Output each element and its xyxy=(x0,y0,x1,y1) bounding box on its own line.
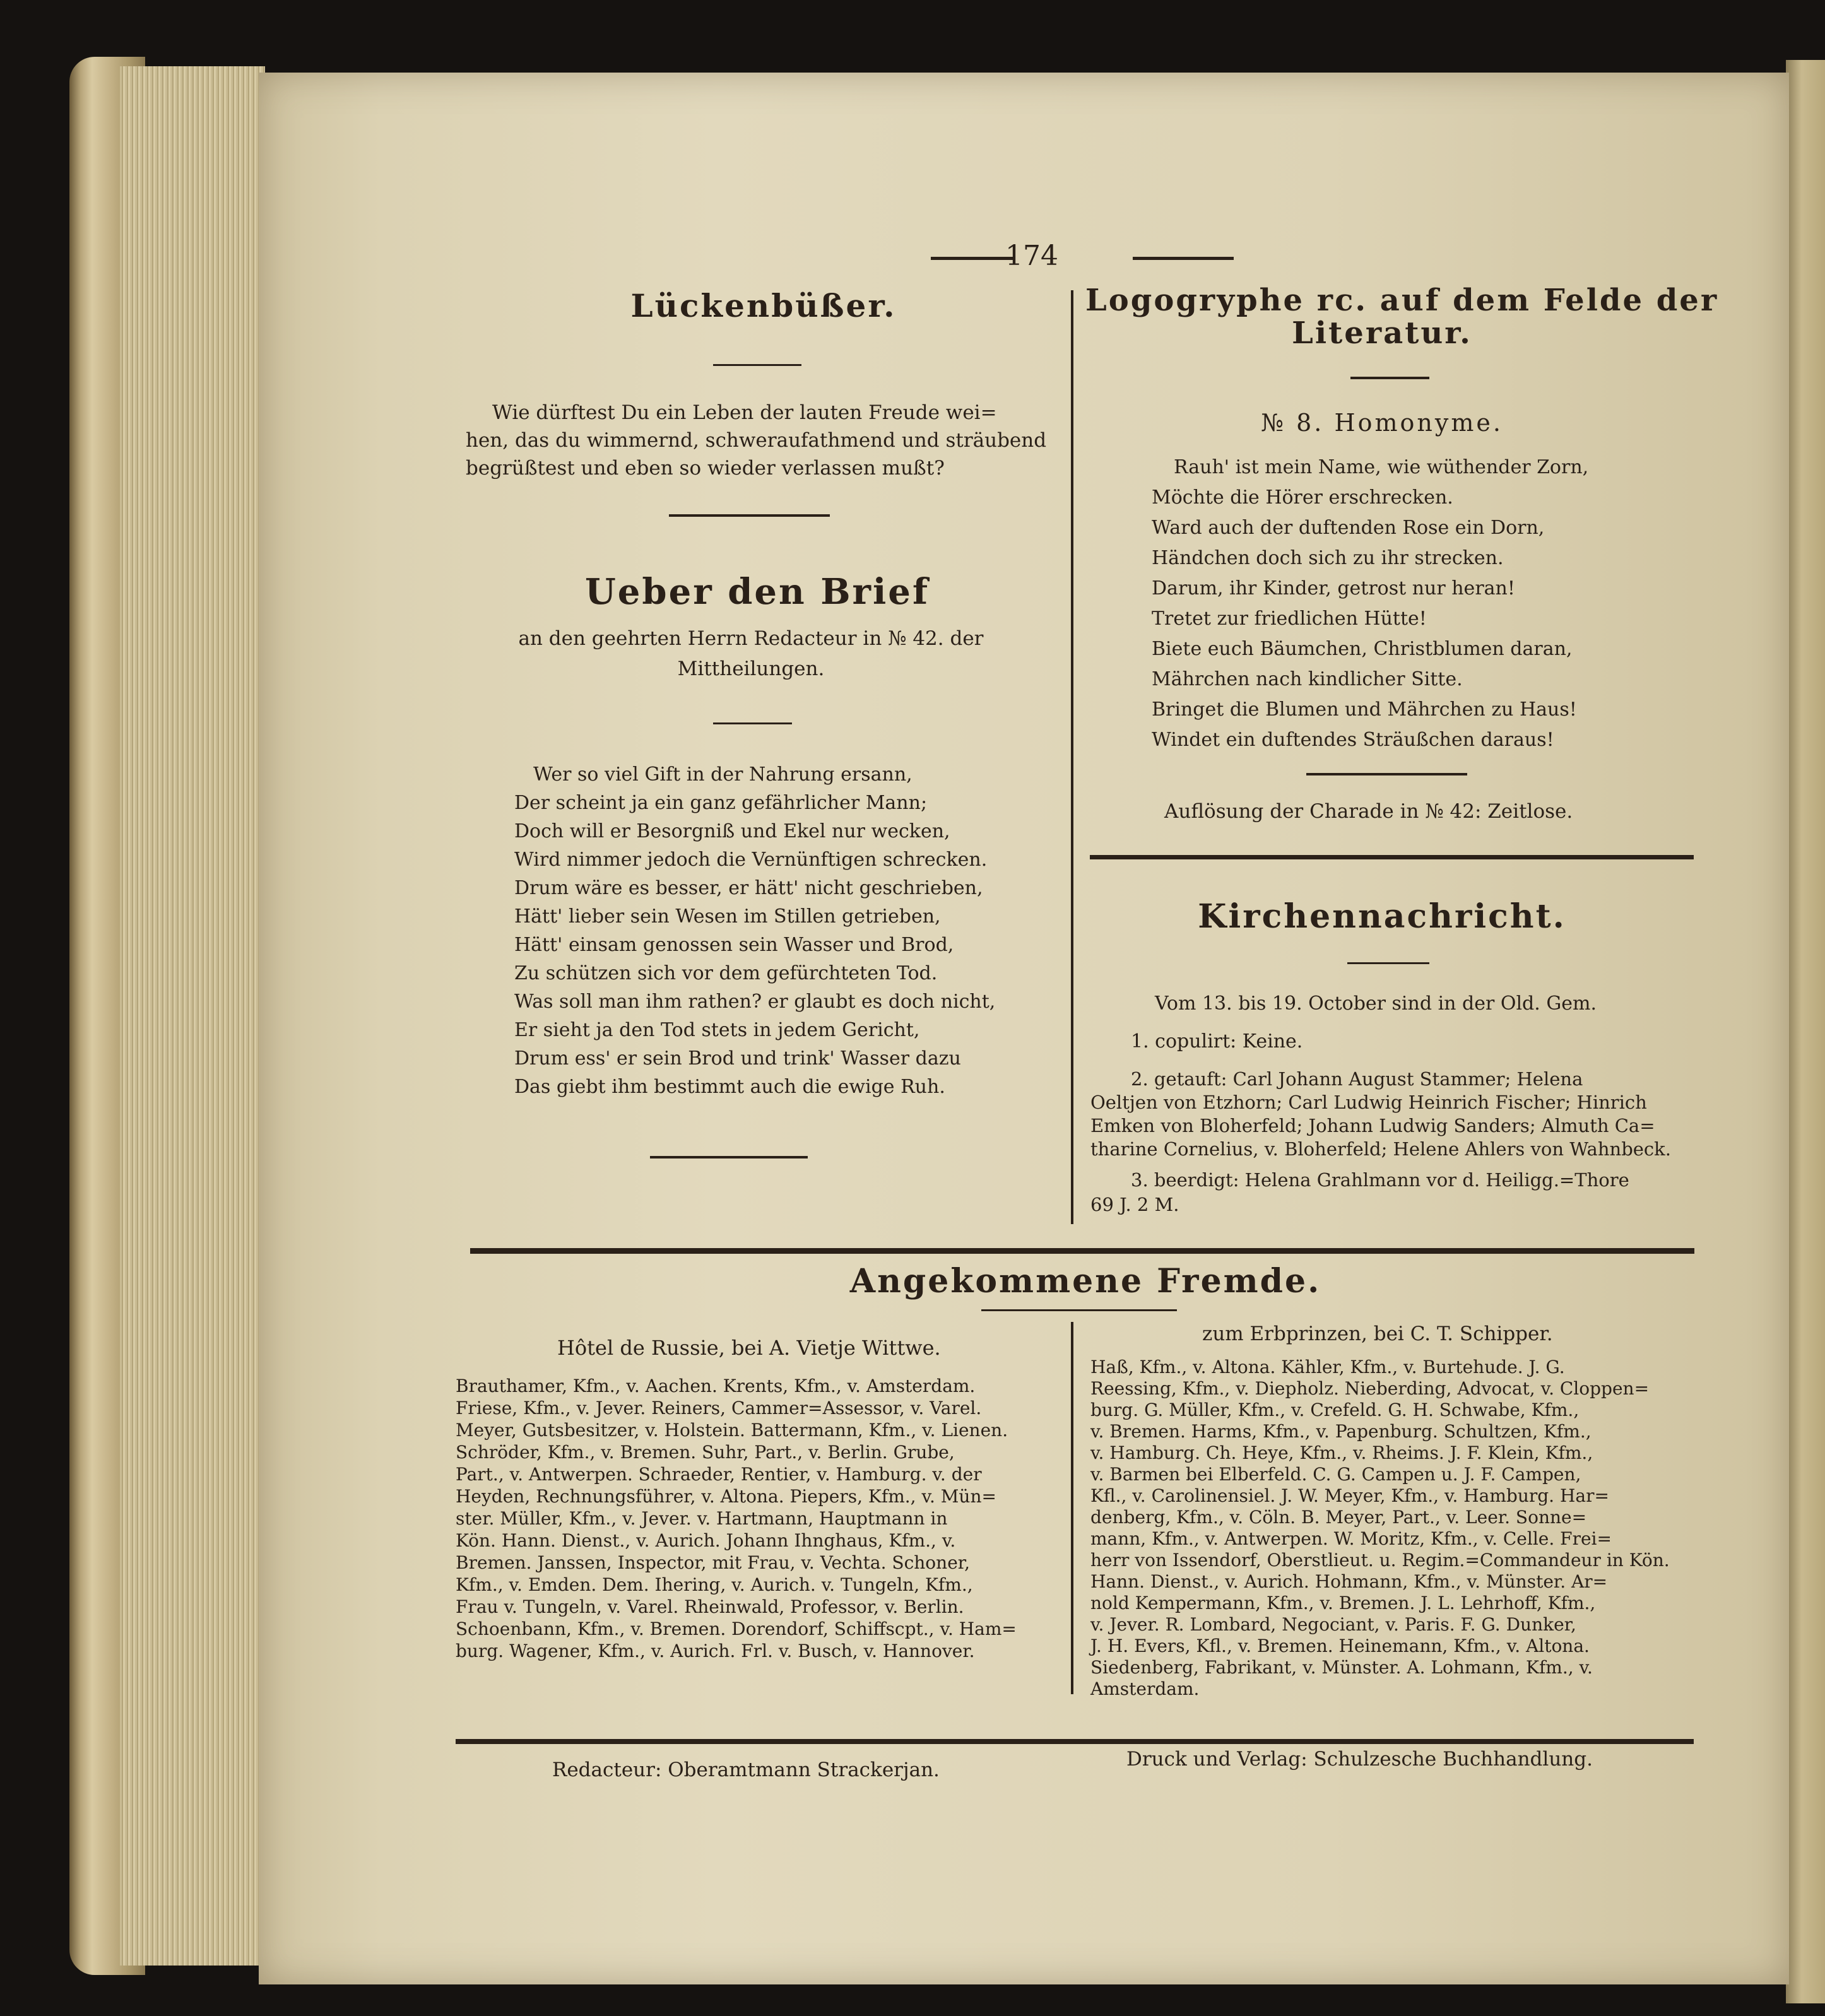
poem-line: Mährchen nach kindlicher Sitte. xyxy=(1152,668,1463,690)
fremde-top-rule xyxy=(470,1248,1694,1254)
paragraph-line: hen, das du wimmernd, schweraufathmend und sträubend xyxy=(466,429,1047,452)
footer-publisher: Druck und Verlag: Schulzesche Buchhandlung. xyxy=(1126,1748,1593,1771)
guest-line: Kön. Hann. Dienst., v. Aurich. Johann Ihnghaus, Kfm., v. xyxy=(456,1530,956,1551)
poem-line: Er sieht ja den Tod stets in jedem Gericht, xyxy=(514,1019,920,1041)
section-subtitle: Mittheilungen. xyxy=(677,657,825,680)
section-divider-rule xyxy=(1090,855,1694,859)
section-rule xyxy=(1347,962,1429,964)
guest-line: Frau v. Tungeln, v. Varel. Rheinwald, Professor, v. Berlin. xyxy=(456,1596,964,1617)
guest-line: v. Barmen bei Elberfeld. C. G. Campen u. J. F. Campen, xyxy=(1090,1464,1581,1485)
page-stack-edge xyxy=(120,66,265,1966)
guest-line: denberg, Kfm., v. Cöln. B. Meyer, Part., v. Leer. Sonne= xyxy=(1090,1507,1587,1528)
church-getauft-line: 2. getauft: Carl Johann August Stammer; Helena xyxy=(1131,1068,1583,1090)
guest-line: Schoenbann, Kfm., v. Bremen. Dorendorf, Schiffscpt., v. Ham= xyxy=(456,1618,1017,1639)
section-end-rule xyxy=(669,514,830,517)
section-subtitle: an den geehrten Herrn Redacteur in № 42. der xyxy=(518,627,984,650)
guest-line: v. Jever. R. Lombard, Negociant, v. Paris. F. G. Dunker, xyxy=(1090,1614,1576,1635)
poem-line: Tretet zur friedlichen Hütte! xyxy=(1152,608,1427,630)
guest-line: Bremen. Janssen, Inspector, mit Frau, v. Vechta. Schoner, xyxy=(456,1552,970,1573)
poem-line: Windet ein duftendes Sträußchen daraus! xyxy=(1152,729,1554,751)
guest-line: mann, Kfm., v. Antwerpen. W. Moritz, Kfm., v. Celle. Frei= xyxy=(1090,1528,1612,1549)
section-title: Logogryphe rc. auf dem Felde der xyxy=(1085,283,1719,318)
poem-line: Wer so viel Gift in der Nahrung ersann, xyxy=(533,763,912,786)
section-rule xyxy=(713,364,801,366)
section-title: Lückenbüßer. xyxy=(630,287,897,324)
guest-line: Siedenberg, Fabrikant, v. Münster. A. Lohmann, Kfm., v. xyxy=(1090,1657,1593,1678)
section-title: Literatur. xyxy=(1292,315,1472,351)
poem-line: Drum wäre es besser, er hätt' nicht geschrieben, xyxy=(514,877,983,899)
section-rule xyxy=(713,722,792,724)
hotel-heading: zum Erbprinzen, bei C. T. Schipper. xyxy=(1202,1323,1553,1345)
section-title: Kirchennachricht. xyxy=(1198,897,1566,936)
section-rule xyxy=(981,1309,1177,1311)
poem-line: Ward auch der duftenden Rose ein Dorn, xyxy=(1152,517,1545,539)
poem-line: Darum, ihr Kinder, getrost nur heran! xyxy=(1152,577,1515,599)
poem-line: Möchte die Hörer erschrecken. xyxy=(1152,486,1453,509)
poem-line: Biete euch Bäumchen, Christblumen daran, xyxy=(1152,638,1573,660)
poem-line: Was soll man ihm rathen? er glaubt es doch nicht, xyxy=(514,991,996,1013)
footer-redacteur: Redacteur: Oberamtmann Strackerjan. xyxy=(552,1759,940,1781)
guest-line: Amsterdam. xyxy=(1090,1678,1200,1699)
church-beerdigt-line: 69 J. 2 M. xyxy=(1090,1194,1179,1215)
guest-line: v. Bremen. Harms, Kfm., v. Papenburg. Schultzen, Kfm., xyxy=(1090,1421,1592,1442)
poem-line: Hätt' lieber sein Wesen im Stillen getrieben, xyxy=(514,905,941,928)
guest-line: ster. Müller, Kfm., v. Jever. v. Hartmann, Hauptmann in xyxy=(456,1508,948,1529)
guest-line: Haß, Kfm., v. Altona. Kähler, Kfm., v. Burtehude. J. G. xyxy=(1090,1357,1565,1377)
guest-line: v. Hamburg. Ch. Heye, Kfm., v. Rheims. J. F. Klein, Kfm., xyxy=(1090,1442,1593,1463)
poem-line: Drum ess' er sein Brod und trink' Wasser dazu xyxy=(514,1047,961,1070)
section-subheading: № 8. Homonyme. xyxy=(1261,409,1503,437)
newspaper-page xyxy=(259,73,1789,1984)
footer-rule xyxy=(456,1739,1694,1744)
poem-line: Doch will er Besorgniß und Ekel nur wecken, xyxy=(514,820,950,842)
guest-line: Meyer, Gutsbesitzer, v. Holstein. Battermann, Kfm., v. Lienen. xyxy=(456,1420,1008,1441)
church-intro: Vom 13. bis 19. October sind in der Old. Gem. xyxy=(1155,993,1597,1015)
guest-line: Kfm., v. Emden. Dem. Ihering, v. Aurich. v. Tungeln, Kfm., xyxy=(456,1574,973,1595)
header-rule-right xyxy=(1133,257,1234,260)
section-end-rule xyxy=(650,1156,808,1158)
poem-line: Händchen doch sich zu ihr strecken. xyxy=(1152,547,1504,569)
poem-line: Das giebt ihm bestimmt auch die ewige Ruh. xyxy=(514,1076,945,1098)
hotel-heading: Hôtel de Russie, bei A. Vietje Wittwe. xyxy=(557,1336,941,1360)
guest-line: J. H. Evers, Kfl., v. Bremen. Heinemann, Kfm., v. Altona. xyxy=(1090,1636,1590,1656)
column-divider xyxy=(1071,290,1073,1224)
guest-line: Part., v. Antwerpen. Schraeder, Rentier, v. Hamburg. v. der xyxy=(456,1464,982,1485)
paragraph-line: begrüßtest und eben so wieder verlassen mußt? xyxy=(466,457,945,480)
guest-line: Kfl., v. Carolinensiel. J. W. Meyer, Kfm., v. Hamburg. Har= xyxy=(1090,1485,1609,1506)
fremde-column-divider xyxy=(1071,1322,1073,1694)
church-getauft-line: Emken von Bloherfeld; Johann Ludwig Sanders; Almuth Ca= xyxy=(1090,1115,1655,1136)
section-title: Angekommene Fremde. xyxy=(849,1262,1321,1300)
guest-line: Hann. Dienst., v. Aurich. Hohmann, Kfm., v. Münster. Ar= xyxy=(1090,1571,1608,1592)
poem-line: Hätt' einsam genossen sein Wasser und Brod, xyxy=(514,934,954,956)
section-rule xyxy=(1350,377,1429,379)
section-rule xyxy=(1306,773,1467,775)
guest-line: burg. G. Müller, Kfm., v. Crefeld. G. H. Schwabe, Kfm., xyxy=(1090,1400,1580,1420)
guest-line: Schröder, Kfm., v. Bremen. Suhr, Part., v. Berlin. Grube, xyxy=(456,1442,955,1463)
guest-line: Reessing, Kfm., v. Diepholz. Nieberding, Advocat, v. Cloppen= xyxy=(1090,1378,1650,1399)
guest-line: Heyden, Rechnungsführer, v. Altona. Piepers, Kfm., v. Mün= xyxy=(456,1486,996,1507)
church-copulirt: 1. copulirt: Keine. xyxy=(1131,1030,1303,1052)
poem-line: Der scheint ja ein ganz gefährlicher Mann; xyxy=(514,792,928,814)
paragraph-line: Wie dürftest Du ein Leben der lauten Freude wei= xyxy=(492,401,997,424)
poem-line: Wird nimmer jedoch die Vernünftigen schrecken. xyxy=(514,849,988,871)
poem-line: Zu schützen sich vor dem gefürchteten Tod. xyxy=(514,962,938,984)
church-getauft-line: tharine Cornelius, v. Bloherfeld; Helene Ahlers von Wahnbeck. xyxy=(1090,1138,1671,1160)
poem-line: Rauh' ist mein Name, wie wüthender Zorn, xyxy=(1174,456,1589,478)
facing-page-edge xyxy=(1786,60,1825,2003)
poem-line: Bringet die Blumen und Mährchen zu Haus! xyxy=(1152,699,1577,721)
guest-line: Friese, Kfm., v. Jever. Reiners, Cammer=Assessor, v. Varel. xyxy=(456,1398,982,1418)
church-beerdigt-line: 3. beerdigt: Helena Grahlmann vor d. Heiligg.=Thore xyxy=(1131,1169,1629,1191)
page-number: 174 xyxy=(1005,240,1058,272)
guest-line: herr von Issendorf, Oberstlieut. u. Regim.=Commandeur in Kön. xyxy=(1090,1550,1670,1571)
guest-line: Brauthamer, Kfm., v. Aachen. Krents, Kfm., v. Amsterdam. xyxy=(456,1376,976,1396)
guest-line: nold Kempermann, Kfm., v. Bremen. J. L. Lehrhoff, Kfm., xyxy=(1090,1593,1596,1613)
section-title: Ueber den Brief xyxy=(584,571,930,613)
church-getauft-line: Oeltjen von Etzhorn; Carl Ludwig Heinrich Fischer; Hinrich xyxy=(1090,1092,1647,1113)
charade-solution: Auflösung der Charade in № 42: Zeitlose. xyxy=(1164,800,1573,823)
guest-line: burg. Wagener, Kfm., v. Aurich. Frl. v. Busch, v. Hannover. xyxy=(456,1641,975,1661)
